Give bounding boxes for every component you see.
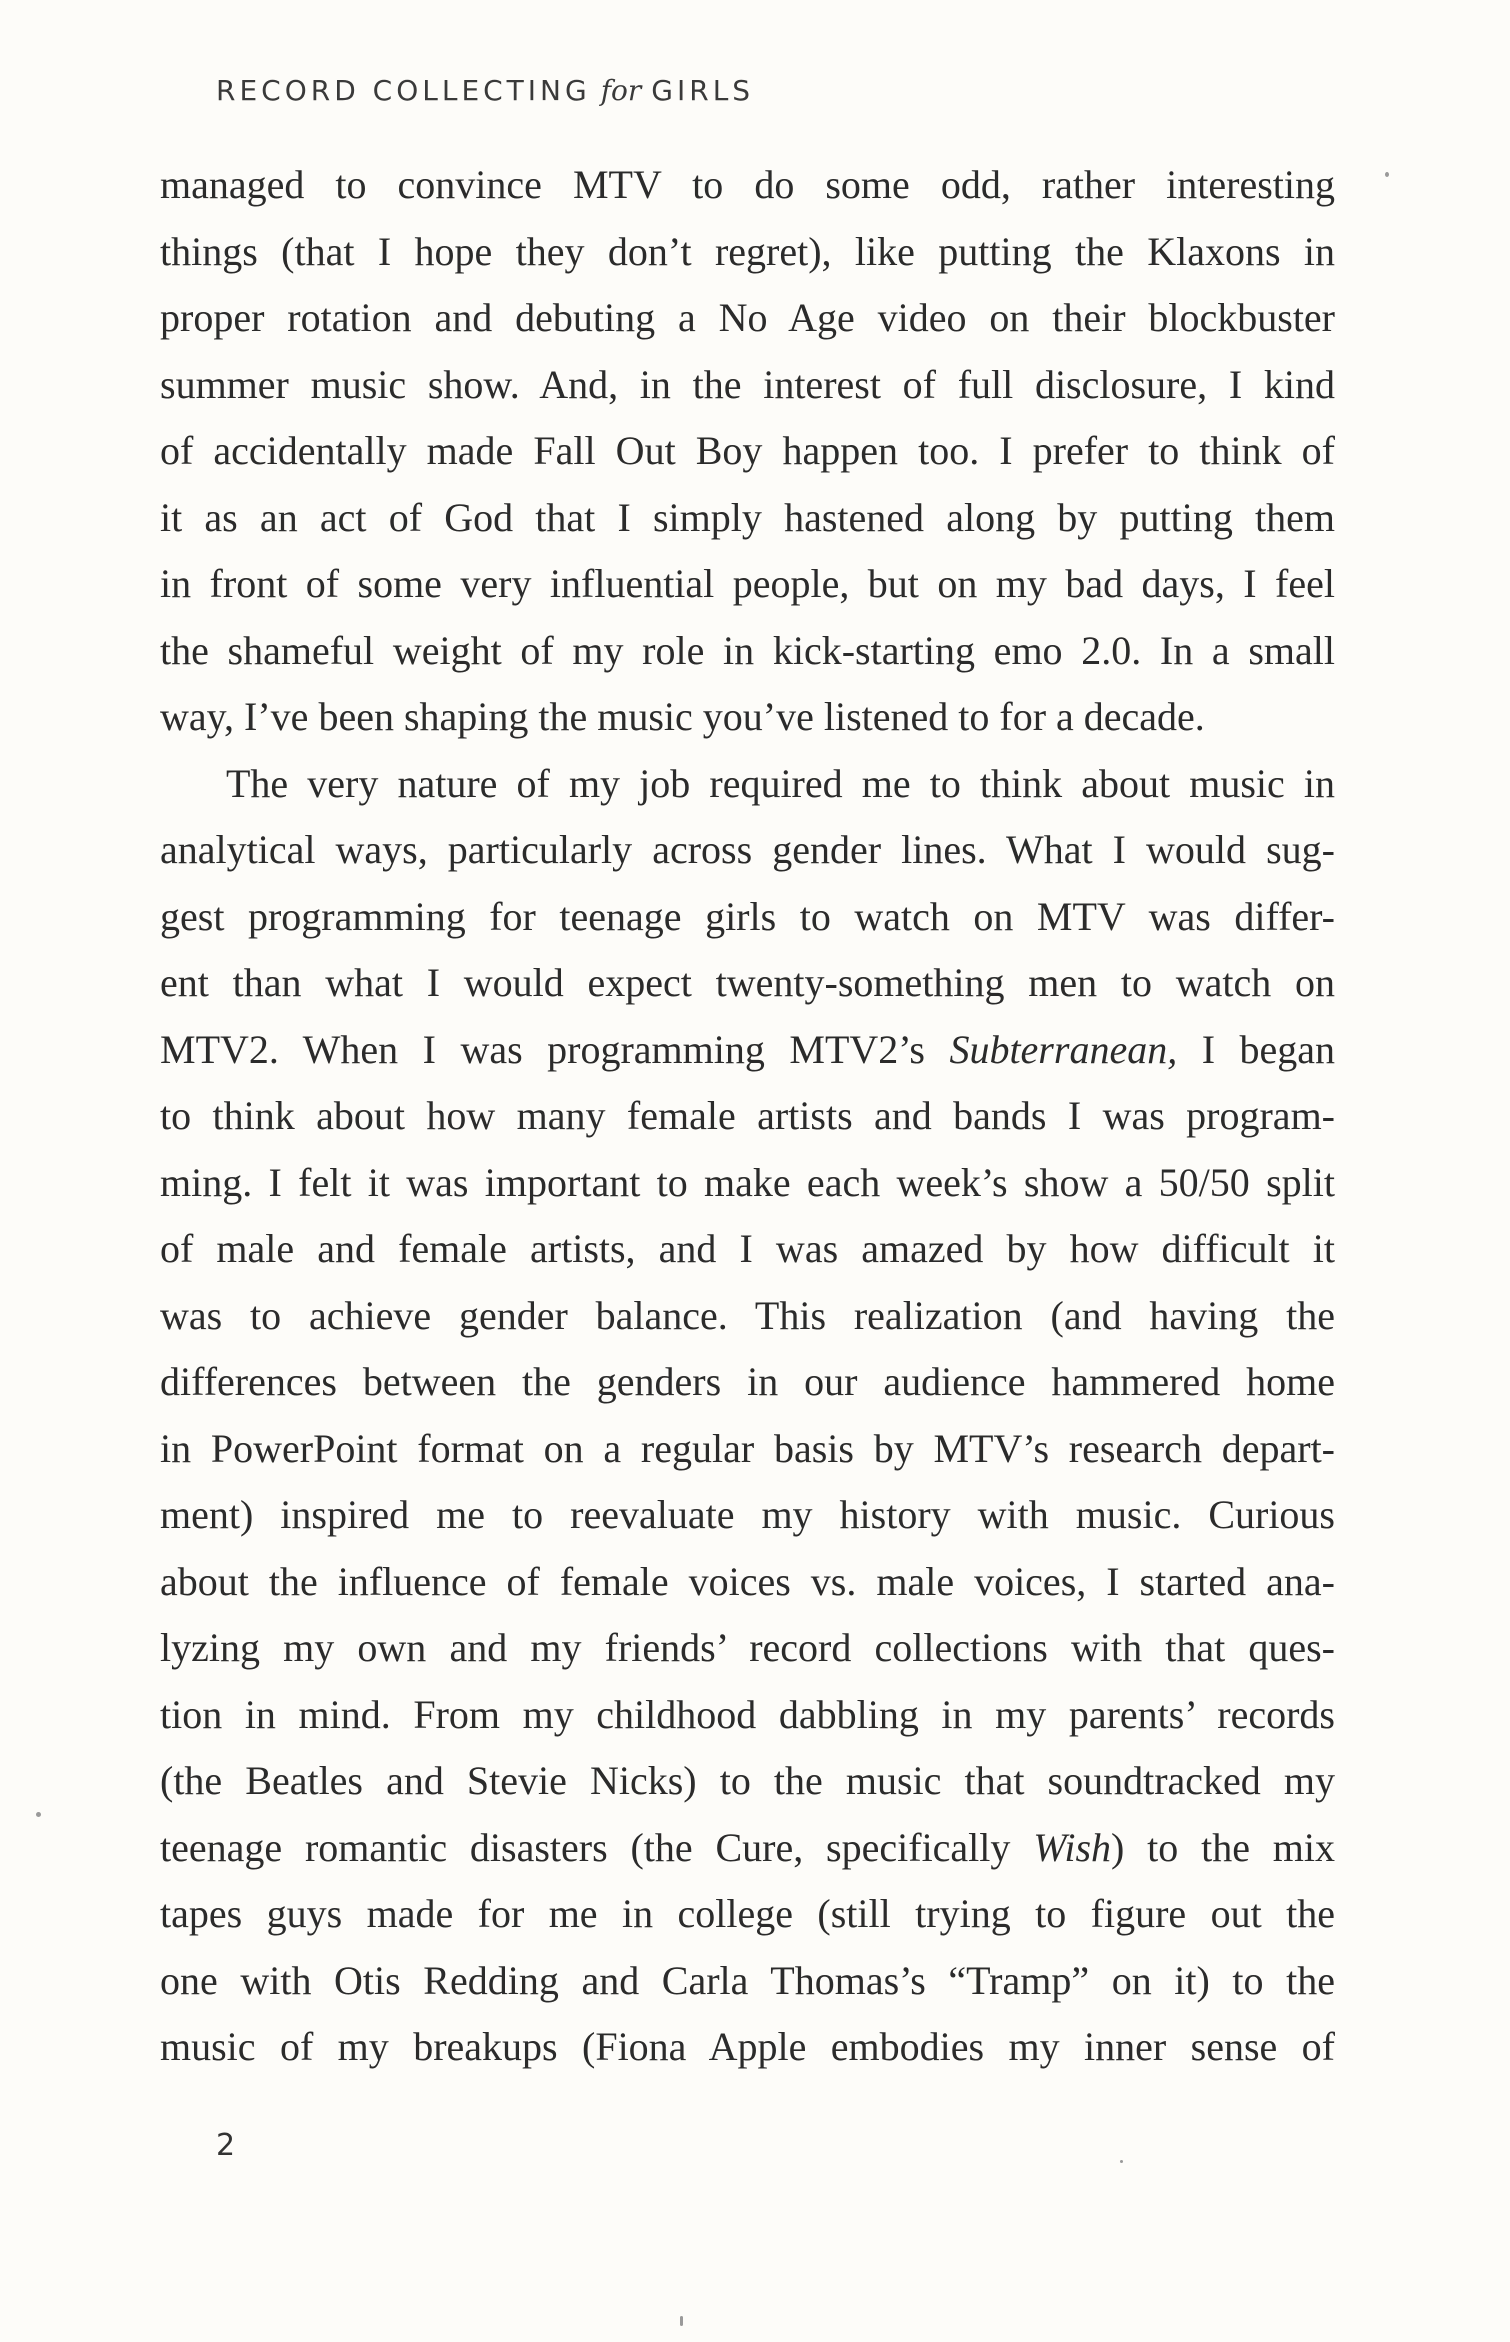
text-line-2: things (that I hope they don’t regret), like putting the Klaxons in	[160, 228, 1335, 274]
page-number: 2	[216, 2128, 236, 2163]
text-line-20: in PowerPoint format on a regular basis by MTV’s research depart-	[160, 1425, 1335, 1471]
text-line-21: ment) inspired me to reevaluate my history with music. Curious	[160, 1492, 1335, 1537]
text-line-16: ming. I felt it was important to make each week’s show a 50/50 split	[160, 1159, 1335, 1205]
text-line-28: one with Otis Redding and Carla Thomas’s “Tramp” on it) to the	[160, 1957, 1335, 2003]
paper-speck	[680, 2316, 683, 2326]
text-line-23: lyzing my own and my friends’ record collections with that ques-	[160, 1625, 1335, 1670]
show-title-italic: Subterranean,	[949, 1026, 1178, 1072]
paper-speck	[36, 1812, 41, 1817]
text-line-15: to think about how many female artists and bands I was program-	[160, 1093, 1335, 1138]
text-line-22: about the influence of female voices vs. male voices, I started ana-	[160, 1558, 1335, 1604]
text-line-8: the shameful weight of my role in kick-starting emo 2.0. In a small	[160, 627, 1335, 673]
text-line-19: differences between the genders in our audience hammered home	[160, 1359, 1335, 1404]
text-line-7: in front of some very influential people, but on my bad days, I feel	[160, 561, 1335, 606]
text-line-10: The very nature of my job required me to think about music in	[226, 760, 1335, 806]
album-title-italic: Wish	[1033, 1824, 1112, 1870]
running-head-right: GIRLS	[651, 74, 755, 107]
text-line-17: of male and female artists, and I was amazed by how difficult it	[160, 1226, 1335, 1271]
text-line-14-start: MTV2. When I was programming MTV2’s	[160, 1026, 950, 1072]
text-line-11: analytical ways, particularly across gender lines. What I would sug-	[160, 827, 1335, 872]
text-line-4: summer music show. And, in the interest of full disclosure, I kind	[160, 361, 1335, 407]
text-line-9: way, I’ve been shaping the music you’ve listened to for a decade.	[160, 694, 1205, 739]
text-line-26	[160, 1815, 1335, 1882]
text-line-14	[160, 1017, 1335, 1084]
text-line-18: was to achieve gender balance. This realization (and having the	[160, 1292, 1335, 1338]
text-line-24: tion in mind. From my childhood dabbling in my parents’ records	[160, 1691, 1335, 1737]
text-line-29: music of my breakups (Fiona Apple embodies my inner sense of	[160, 2024, 1335, 2069]
text-line-13: ent than what I would expect twenty-something men to watch on	[160, 960, 1335, 1005]
running-head-left: RECORD COLLECTING	[216, 74, 591, 107]
text-line-6: it as an act of God that I simply hastened along by putting them	[160, 494, 1335, 540]
running-head-script-word: for	[600, 74, 642, 107]
text-line-26-end: ) to the mix	[1111, 1824, 1335, 1870]
text-line-25: (the Beatles and Stevie Nicks) to the music that soundtracked my	[160, 1758, 1335, 1803]
text-line-27: tapes guys made for me in college (still trying to figure out the	[160, 1891, 1335, 1936]
text-line-12: gest programming for teenage girls to watch on MTV was differ-	[160, 893, 1335, 939]
text-line-1: managed to convince MTV to do some odd, rather interesting	[160, 162, 1335, 207]
text-line-26-start: teenage romantic disasters (the Cure, specifically	[160, 1824, 1034, 1870]
text-line-5: of accidentally made Fall Out Boy happen too. I prefer to think of	[160, 428, 1335, 473]
paper-speck	[1385, 172, 1389, 177]
paper-speck	[1120, 2160, 1123, 2163]
text-line-14-end: I began	[1177, 1026, 1336, 1072]
text-line-3: proper rotation and debuting a No Age video on their blockbuster	[160, 295, 1335, 340]
body-text	[160, 152, 1335, 2081]
running-head	[216, 74, 754, 107]
